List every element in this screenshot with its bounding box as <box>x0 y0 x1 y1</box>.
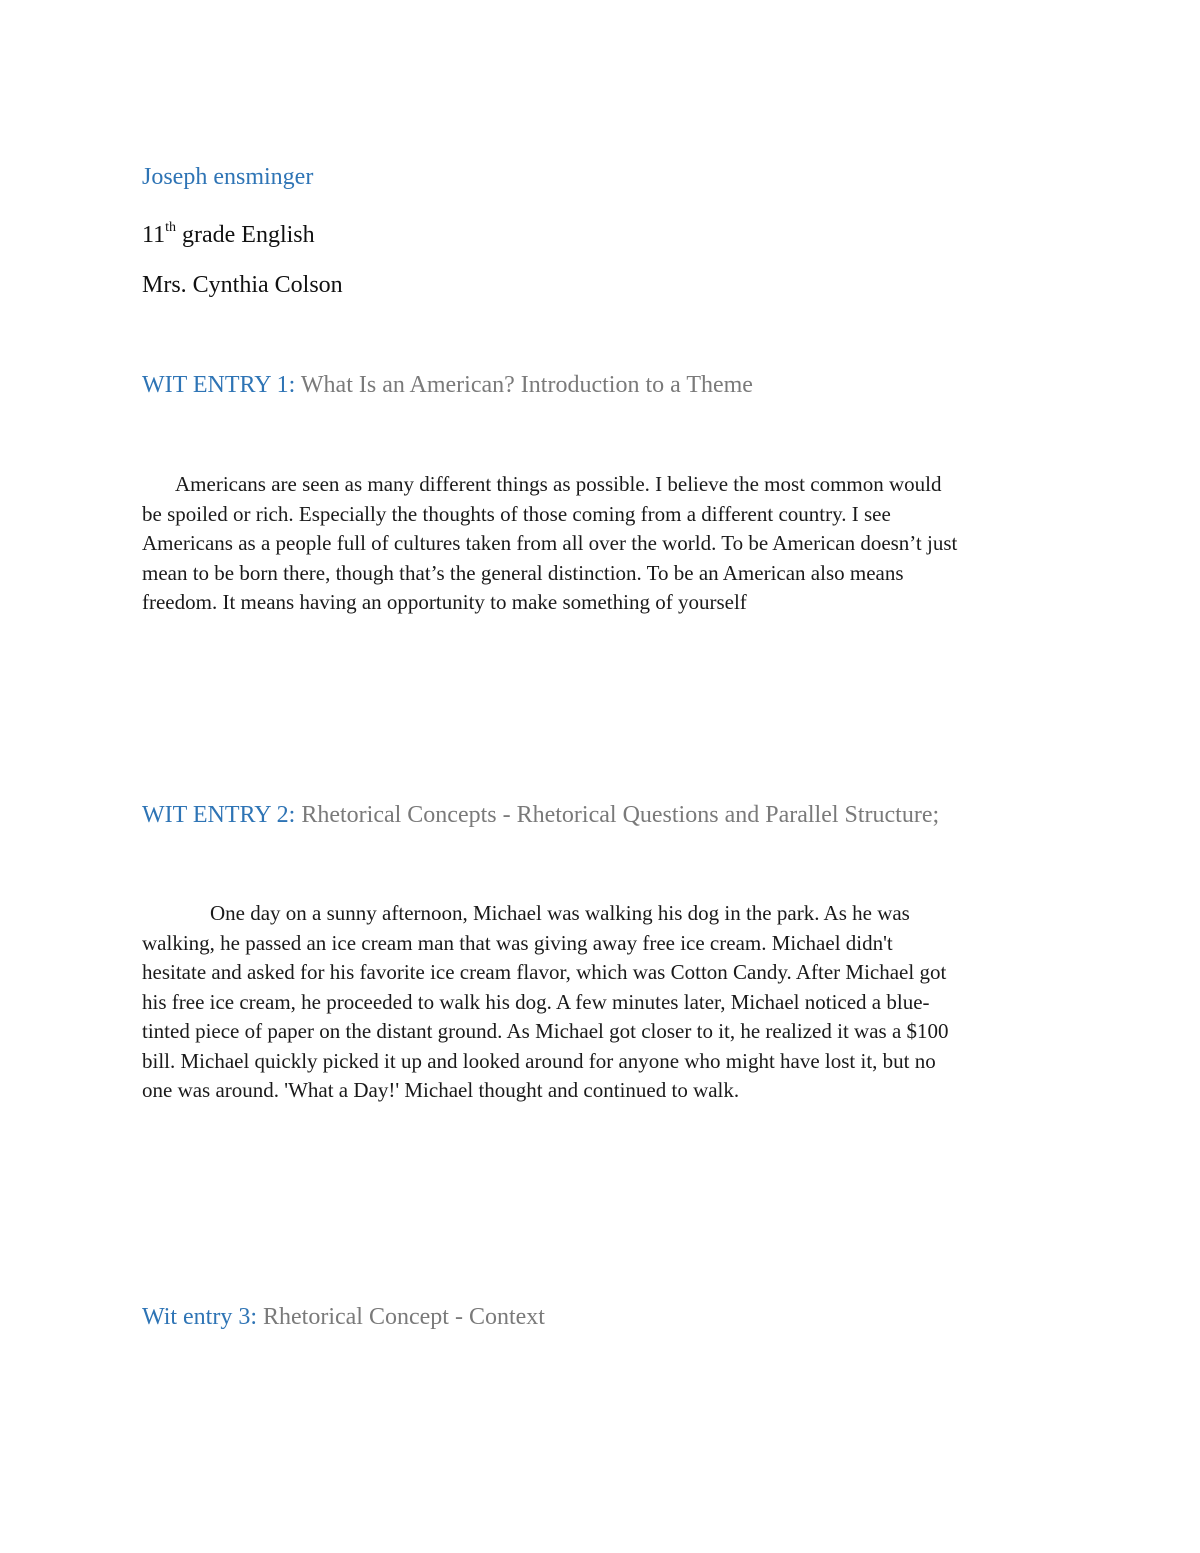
entry-2-paragraph <box>142 899 1062 1106</box>
entry-2-title: Rhetorical Concepts - Rhetorical Questions and Parallel Structure; <box>295 802 940 828</box>
entry-2-line: hesitate and asked for his favorite ice cream flavor, which was Cotton Candy. After Michael got <box>142 960 947 984</box>
entry-2-heading <box>142 802 939 829</box>
entry-1-paragraph <box>142 470 1062 618</box>
entry-1-line: mean to be born there, though that’s the general distinction. To be an American also means <box>142 560 904 585</box>
grade-number: 11 <box>142 222 166 248</box>
entry-1-line: Americans are seen as many different things as possible. I believe the most common would <box>175 472 942 496</box>
entry-1-title: What Is an American? Introduction to a Theme <box>295 372 753 398</box>
entry-1-heading <box>142 372 753 399</box>
entry-3-heading <box>142 1304 545 1331</box>
entry-2-line: bill. Michael quickly picked it up and looked around for anyone who might have lost it, but no <box>142 1048 936 1073</box>
entry-2-line: One day on a sunny afternoon, Michael was walking his dog in the park. As he was <box>210 901 910 925</box>
entry-2-line: walking, he passed an ice cream man that was giving away free ice cream. Michael didn't <box>142 930 893 955</box>
teacher-name: Mrs. Cynthia Colson <box>142 272 343 298</box>
entry-2-line: one was around. 'What a Day!' Michael thought and continued to walk. <box>142 1078 740 1102</box>
author-name: Joseph ensminger <box>142 164 314 190</box>
entry-1-line: freedom. It means having an opportunity to make something of yourself <box>142 590 747 614</box>
entry-1-line: be spoiled or rich. Especially the thoughts of those coming from a different country. I see <box>142 501 891 526</box>
course-name: grade English <box>176 222 315 248</box>
course-line <box>142 222 315 249</box>
entry-3-title: Rhetorical Concept - Context <box>257 1304 545 1330</box>
entry-3-label: Wit entry 3: <box>142 1304 258 1330</box>
entry-2-line: his free ice cream, he proceeded to walk his dog. A few minutes later, Michael noticed a blue- <box>142 989 930 1014</box>
grade-suffix: th <box>165 220 176 235</box>
entry-1-label: WIT ENTRY 1: <box>142 372 296 398</box>
entry-2-label: WIT ENTRY 2: <box>142 802 296 828</box>
entry-2-line: tinted piece of paper on the distant ground. As Michael got closer to it, he realized it was a $100 <box>142 1019 949 1043</box>
entry-1-line: Americans as a people full of cultures taken from all over the world. To be American doesn’t just <box>142 531 958 555</box>
